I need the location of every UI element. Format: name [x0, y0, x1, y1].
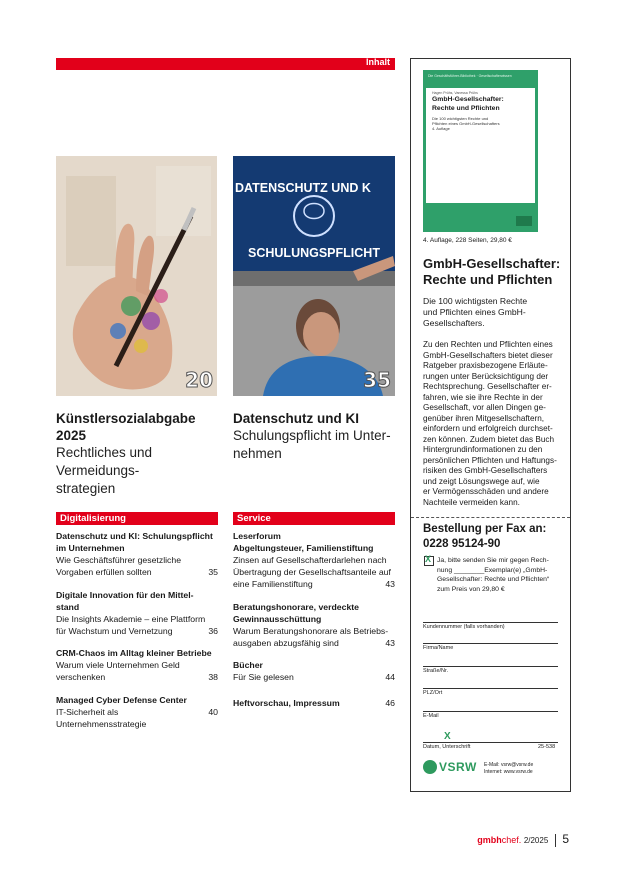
company-name-field[interactable] [423, 643, 558, 644]
order-text: Ja, bitte senden Sie mir gegen Rech- nung ________Exemplar(e) „GmbH- Gesellschafter: Rechte und Pflichten“ zum Preis von 29,80 € [437, 557, 550, 593]
book-intro: Die 100 wichtigsten Rechte und Pflichten eines GmbH- Gesellschafters. [423, 296, 528, 328]
feature-image-art[interactable] [56, 156, 217, 396]
vsrw-logo-text: VSRW [439, 760, 477, 774]
field-label: Straße/Nr. [423, 668, 449, 674]
toc-page-number: 35 [208, 567, 218, 577]
feature-title: Künstlersozialabgabe 2025 [56, 411, 196, 443]
book-cover-title: GmbH-Gesellschafter: Rechte und Pflichten [432, 96, 504, 112]
feature-1[interactable] [56, 410, 226, 498]
fax-number: 0228 95124-90 [423, 538, 501, 550]
image-headline: DATENSCHUTZ UND K [235, 181, 371, 195]
toc-page-number: 43 [385, 638, 395, 648]
cut-line [411, 517, 570, 518]
field-label: Kundennummer (falls vorhanden) [423, 624, 505, 630]
magazine-brand: gmbh [477, 835, 502, 845]
section-header-bar [56, 58, 395, 70]
book-description: Zu den Rechten und Pflichten eines GmbH-Gesellschafters bietet dieser Ratgeber praxisbezogene Erläute- rungen unter Berücksichtigung der Rechtsprechung. Gesellschafter er- fahren, wie sie ihre Rechte in der Gesellschaft, vor allen Dingen ge- genüber ihren Mitgesellschaftern, einfordern und erfolgreich durchset- zen können. Zudem bietet das Buch Hintergrundinformationen zu den persönlichen Pflichten und Haftungs- risiken des GmbH-Gesellschafters und zeigt Lösungswege auf, wie er Vermögensschäden und andere Nachteile vermeiden kann. [423, 340, 557, 507]
field-label: Datum, Unterschrift [423, 744, 471, 750]
divider [555, 834, 556, 847]
feature-subtitle: Rechtliches und Vermeidungs- strategien [56, 445, 153, 496]
book-cover-subtitle: Die 100 wichtigsten Rechte und Pflichten eines GmbH-Gesellschafters 4. Auflage [432, 116, 500, 131]
feature-title: Datenschutz und KI [233, 411, 360, 426]
customer-number-field[interactable] [423, 622, 558, 623]
toc-item[interactable]: Heftvorschau, Impressum 46 [233, 698, 395, 708]
signature-field[interactable] [423, 742, 558, 743]
section-digitalisierung-header: Digitalisierung [56, 512, 218, 525]
publisher-contact: E-Mail: vsrw@vsrw.de Internet: www.vsrw.de [484, 762, 534, 775]
zip-city-field[interactable] [423, 688, 558, 689]
order-title: Bestellung per Fax an: [423, 523, 547, 535]
toc-page-number: 36 [208, 626, 218, 636]
section-service-header: Service [233, 512, 395, 525]
feature-page-number: 35 [363, 368, 391, 392]
toc-page-number: 46 [385, 698, 395, 708]
section-header-label: Inhalt [366, 57, 390, 67]
publisher-logo-icon [516, 216, 532, 226]
book-authors: Hagen Prühs, Vanessa Prühs [432, 91, 478, 95]
toc-item[interactable]: CRM-Chaos im Alltag kleiner Betriebe Warum viele Unternehmen Geld verschenken 38 [56, 648, 218, 682]
vsrw-logo-icon [423, 760, 437, 774]
field-label: PLZ/Ort [423, 690, 443, 696]
feature-image-datenschutz[interactable] [233, 156, 395, 396]
order-checkbox[interactable] [424, 556, 434, 566]
page-number: 5 [562, 832, 569, 846]
book-edition: 4. Auflage, 228 Seiten, 29,80 € [423, 237, 512, 244]
feature-page-number: 20 [185, 368, 213, 392]
toc-item[interactable]: Datenschutz und KI: Schulungspflicht im Unternehmen Wie Geschäftsführer gesetzliche Vorgaben erfüllen sollten 35 [56, 531, 218, 577]
toc-page-number: 43 [385, 579, 395, 589]
image-subheadline: SCHULUNGSPFLICHT [248, 246, 380, 260]
page-footer: gmbhchef. 2/2025 5 [477, 832, 569, 846]
toc-page-number: 40 [208, 707, 218, 717]
toc-page-number: 38 [208, 672, 218, 682]
toc-item[interactable]: Beratungshonorare, verdeckte Gewinnausschüttung Warum Beratungshonorare als Betriebs- ausgaben abzugsfähig sind 43 [233, 602, 395, 648]
book-title: GmbH-Gesellschafter: Rechte und Pflichten [423, 256, 561, 287]
feature-2[interactable] [233, 410, 403, 463]
toc-item[interactable]: Managed Cyber Defense Center IT-Sicherheit als Unternehmensstrategie 40 [56, 695, 218, 729]
book-cover[interactable] [423, 70, 538, 232]
toc-page-number: 44 [385, 672, 395, 682]
book-series: Die Geschäftsführer-Bibliothek · Gesellschafterwissen [428, 74, 512, 78]
field-label: Firma/Name [423, 645, 454, 651]
email-field[interactable] [423, 711, 558, 712]
street-field[interactable] [423, 666, 558, 667]
issue-number: 2/2025 [523, 836, 549, 845]
toc-item[interactable]: Bücher Für Sie gelesen 44 [233, 660, 395, 682]
signature-mark: X [444, 731, 451, 742]
feature-subtitle: Schulungspflicht im Unter- nehmen [233, 428, 391, 461]
form-code: 25-538 [538, 744, 556, 750]
painting-hand-illustration [56, 156, 217, 396]
checkbox-mark: X [425, 554, 432, 564]
toc-item[interactable]: Leserforum Abgeltungsteuer, Familienstiftung Zinsen auf Gesellschafterdarlehen nach Übertragung der Gesellschaftsanteile auf eine Familienstiftung 43 [233, 531, 395, 589]
field-label: E-Mail [423, 713, 439, 719]
toc-item[interactable]: Digitale Innovation für den Mittel- stand Die Insights Akademie – eine Plattform für Wachstum und Vernetzung 36 [56, 590, 218, 636]
